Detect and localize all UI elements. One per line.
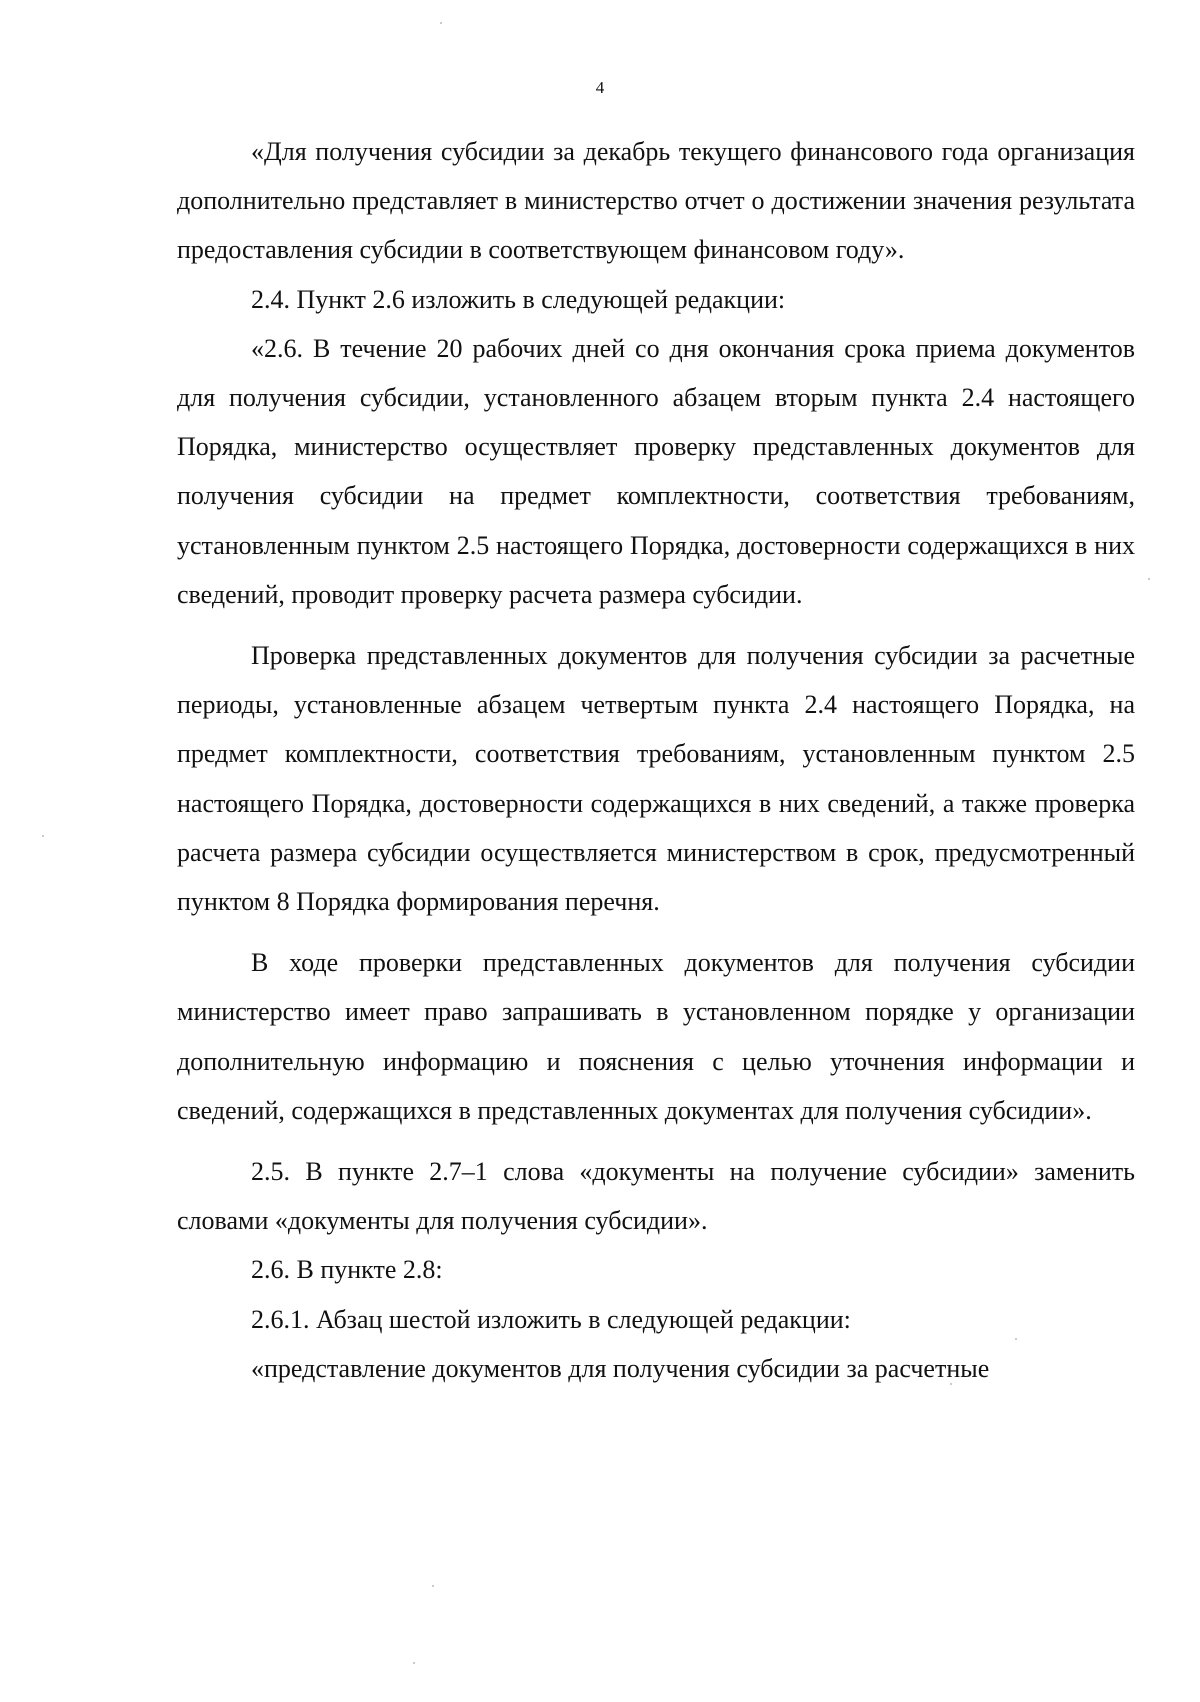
paragraph-submission-start: «представление документов для получения субсидии за расчетные	[251, 1353, 990, 1383]
paragraph-item-2-4: 2.4. Пункт 2.6 изложить в следующей редакции:	[251, 284, 786, 314]
scan-speck	[1015, 1338, 1017, 1340]
document-body	[177, 127, 1135, 1393]
paragraph-item-2-6-text: «2.6. В течение 20 рабочих дней со дня окончания срока приема документов для получения субсидии, установленного абзацем вторым пункта 2.4 настоящего Порядка, министерство осуществляет проверку представленных документов для получения субсидии на предмет комплектности, соответствия требованиям, установленным пунктом 2.5 настоящего Порядка, достоверности содержащихся в них сведений, проводит проверку расчета размера субсидии.	[177, 333, 1135, 609]
scan-speck	[432, 1585, 434, 1587]
paragraph-verification: Проверка представленных документов для получения субсидии за расчетные периоды, установленные абзацем четвертым пункта 2.4 настоящего Порядка, на предмет комплектности, соответствия требованиям, установленным пунктом 2.5 настоящего Порядка, достоверности содержащихся в них сведений, а также проверка расчета размера субсидии осуществляется министерством в срок, предусмотренный пунктом 8 Порядка формирования перечня.	[177, 641, 1135, 917]
paragraph-item-2-6: 2.6. В пункте 2.8:	[251, 1255, 443, 1285]
paragraph-december-report: «Для получения субсидии за декабрь текущего финансового года организация дополнительно представляет в министерство отчет о достижении значения результата предоставления субсидии в соответствующем финансовом году».	[177, 137, 1135, 265]
scan-speck	[1148, 578, 1150, 580]
paragraph-item-2-5: 2.5. В пункте 2.7–1 слова «документы на получение субсидии» заменить словами «документы для получения субсидии».	[177, 1157, 1135, 1236]
page-number: 4	[595, 78, 605, 97]
scan-speck	[42, 835, 44, 837]
paragraph-ministry-rights: В ходе проверки представленных документов для получения субсидии министерство имеет право запрашивать в установленном порядке у организации дополнительную информацию и пояснения с целью уточнения информации и сведений, содержащихся в представленных документах для получения субсидии».	[177, 948, 1135, 1125]
scan-speck	[413, 1662, 415, 1664]
scan-speck	[950, 1383, 952, 1385]
scan-speck	[440, 22, 442, 24]
paragraph-item-2-6-1: 2.6.1. Абзац шестой изложить в следующей редакции:	[251, 1304, 851, 1334]
